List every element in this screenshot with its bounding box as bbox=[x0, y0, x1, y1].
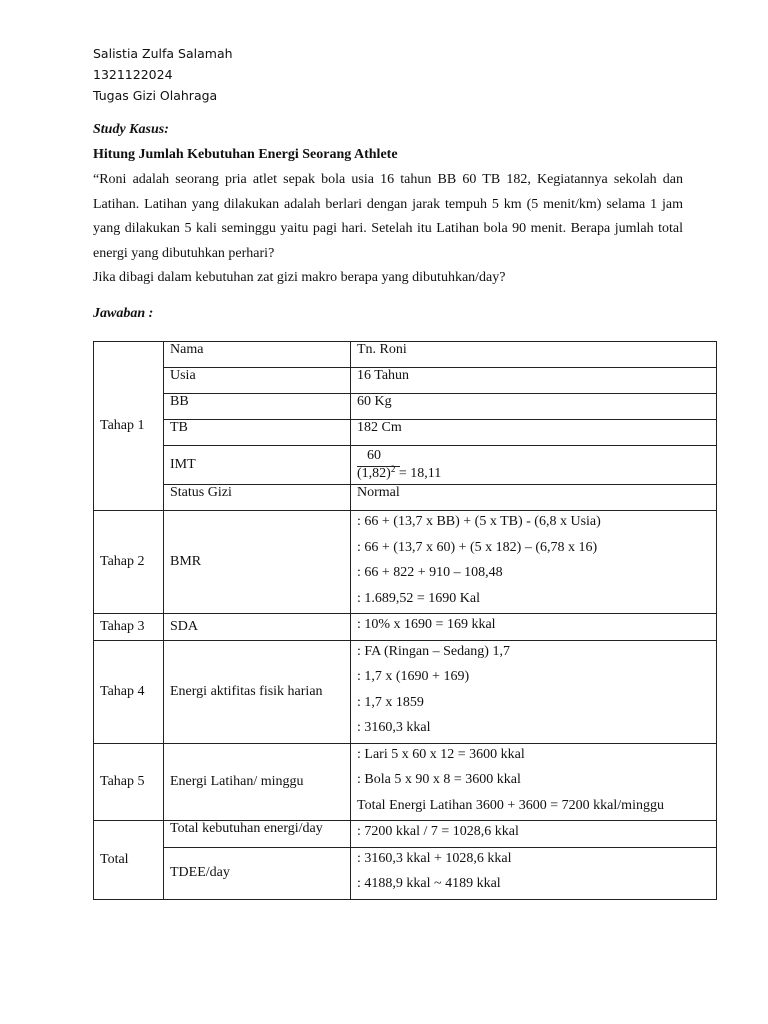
field-value: 16 Tahun bbox=[351, 368, 717, 394]
author-name: Salistia Zulfa Salamah bbox=[93, 46, 233, 61]
calc-lines bbox=[351, 821, 717, 848]
field-label: Nama bbox=[164, 342, 351, 368]
calc-lines bbox=[351, 743, 717, 821]
calc-lines bbox=[351, 511, 717, 614]
case-text: “Roni adalah seorang pria atlet sepak bola usia 16 tahun BB 60 TB 182, Kegiatannya sekolah dan Latihan. Latihan yang dilakukan adalah berlari dengan jarak tempuh 5 km (5 menit/km) selama 1 jam yang dilakukan 5 kali seminggu yaitu pagi hari. Setelah itu Latihan bola 90 menit. Berapa jumlah total energi yang dibutuhkan perhari? bbox=[93, 172, 683, 261]
field-label: TB bbox=[164, 420, 351, 446]
imt-result: = 18,11 bbox=[395, 466, 442, 481]
calc-lines bbox=[351, 847, 717, 899]
stage-item: BMR bbox=[164, 511, 351, 614]
stage-cell: Tahap 2 bbox=[94, 511, 164, 614]
course-title: Tugas Gizi Olahraga bbox=[93, 88, 218, 103]
calc-line: : 10% x 1690 = 169 kkal bbox=[357, 617, 496, 632]
stage-item: TDEE/day bbox=[164, 847, 351, 899]
stage-item: Energi Latihan/ minggu bbox=[164, 743, 351, 821]
stage-item: Energi aktifitas fisik harian bbox=[164, 640, 351, 743]
question-text: Jika dibagi dalam kebutuhan zat gizi makro berapa yang dibutuhkan/day? bbox=[93, 270, 506, 286]
field-label: IMT bbox=[164, 446, 351, 485]
author-header bbox=[93, 43, 233, 106]
calc-lines bbox=[351, 640, 717, 743]
case-study-section bbox=[93, 121, 683, 323]
stage-cell: Tahap 4 bbox=[94, 640, 164, 743]
calc-line: : 1,7 x 1859 bbox=[357, 694, 424, 710]
calc-lines bbox=[351, 614, 717, 641]
study-title: Hitung Jumlah Kebutuhan Energi Seorang Athlete bbox=[93, 147, 398, 162]
field-value: Normal bbox=[351, 485, 717, 511]
study-label: Study Kasus: bbox=[93, 122, 169, 137]
stage-item: Total kebutuhan energi/day bbox=[164, 821, 351, 848]
answer-label: Jawaban : bbox=[93, 306, 154, 322]
imt-denominator: $(1,82)^2 = 18,11$ bbox=[357, 464, 442, 481]
imt-formula bbox=[351, 446, 717, 485]
stage-cell: Tahap 5 bbox=[94, 743, 164, 821]
field-value: 60 Kg bbox=[351, 394, 717, 420]
imt-numerator: 60 bbox=[367, 448, 381, 463]
calc-line: : 7200 kkal / 7 = 1028,6 kkal bbox=[357, 824, 519, 839]
calc-line: : 3160,3 kkal + 1028,6 kkal bbox=[357, 850, 512, 866]
student-id: 1321122024 bbox=[93, 67, 173, 82]
field-value: Tn. Roni bbox=[351, 342, 717, 368]
calc-line: : 66 + (13,7 x 60) + (5 x 182) – (6,78 x 16) bbox=[357, 539, 598, 555]
calc-line: : 66 + 822 + 910 – 108,48 bbox=[357, 565, 503, 580]
stage-cell: Tahap 3 bbox=[94, 614, 164, 641]
calc-line: : 4188,9 kkal ~ 4189 kkal bbox=[357, 876, 501, 891]
calc-line: : FA (Ringan – Sedang) 1,7 bbox=[357, 643, 510, 659]
calc-line: : 1.689,52 = 1690 Kal bbox=[357, 590, 480, 606]
calc-line: Total Energi Latihan 3600 + 3600 = 7200 kkal/minggu bbox=[357, 797, 664, 813]
stage-cell: Tahap 1 bbox=[94, 342, 164, 511]
calc-line: : Lari 5 x 60 x 12 = 3600 kkal bbox=[357, 746, 525, 762]
field-value: 182 Cm bbox=[351, 420, 717, 446]
field-label: Status Gizi bbox=[164, 485, 351, 511]
field-label: Usia bbox=[164, 368, 351, 394]
stage-cell: Total bbox=[94, 821, 164, 900]
calc-line: : 66 + (13,7 x BB) + (5 x TB) - (6,8 x Usia) bbox=[357, 514, 601, 529]
energy-calculation-table bbox=[93, 341, 717, 900]
calc-line: : Bola 5 x 90 x 8 = 3600 kkal bbox=[357, 772, 521, 787]
calc-line: : 3160,3 kkal bbox=[357, 720, 431, 735]
calc-line: : 1,7 x (1690 + 169) bbox=[357, 669, 470, 684]
stage-item: SDA bbox=[164, 614, 351, 641]
field-label: BB bbox=[164, 394, 351, 420]
